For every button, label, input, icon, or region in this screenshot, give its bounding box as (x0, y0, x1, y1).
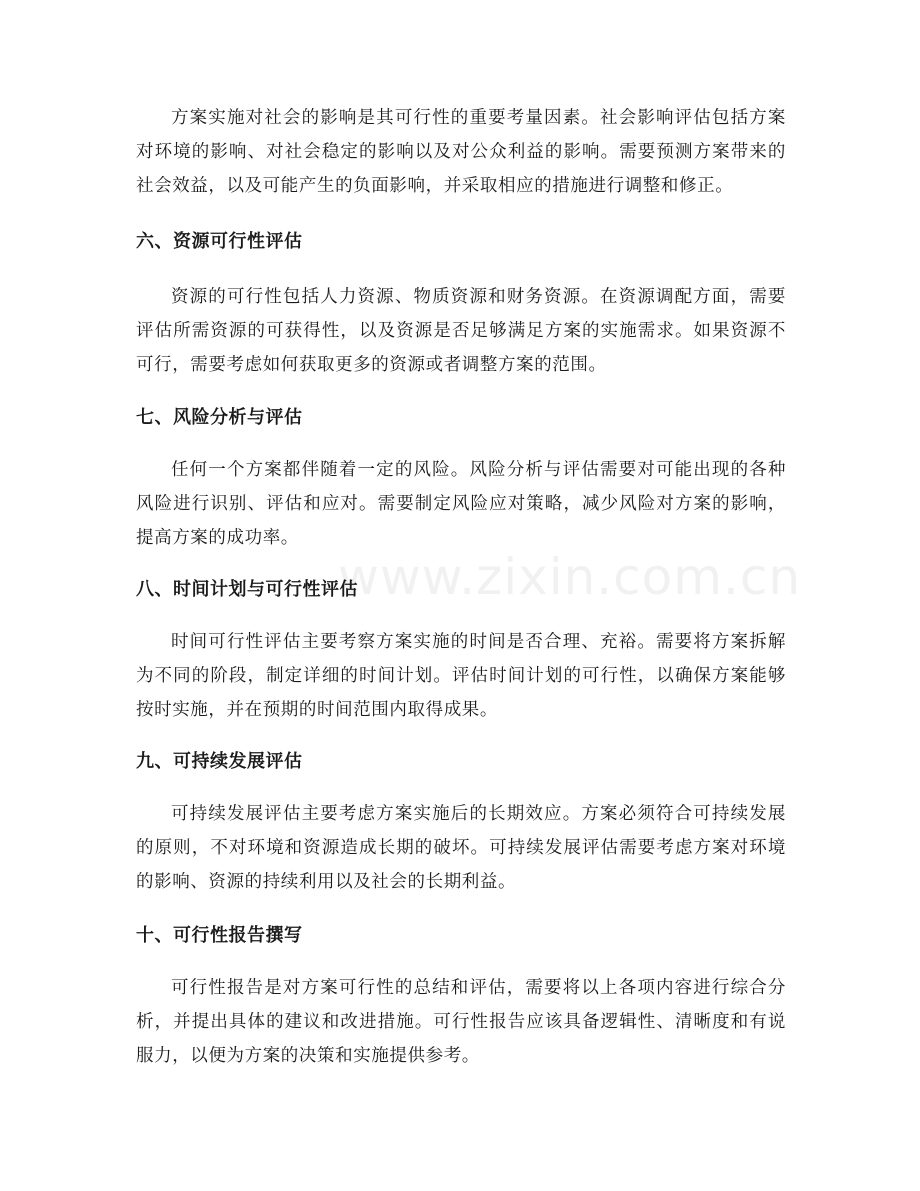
paragraph-sustainability: 可持续发展评估主要考虑方案实施后的长期效应。方案必须符合可持续发展的原则，不对环境和资源造成长期的破坏。可持续发展评估需要考虑方案对环境的影响、资源的持续利用以及社会的长期利益。 (136, 804, 786, 892)
paragraph-feasibility-report: 可行性报告是对方案可行性的总结和评估，需要将以上各项内容进行综合分析，并提出具体的建议和改进措施。可行性报告应该具备逻辑性、清晰度和有说服力，以便为方案的决策和实施提供参考。 (136, 978, 786, 1066)
heading-sustainability: 九、可持续发展评估 (136, 751, 303, 772)
heading-time-plan: 八、时间计划与可行性评估 (136, 579, 358, 600)
paragraph-time-plan: 时间可行性评估主要考察方案实施的时间是否合理、充裕。需要将方案拆解为不同的阶段，制定详细的时间计划。评估时间计划的可行性，以确保方案能够按时实施，并在预期的时间范围内取得成果。 (136, 632, 786, 720)
heading-resource-feasibility: 六、资源可行性评估 (136, 231, 303, 252)
paragraph-risk-analysis: 任何一个方案都伴随着一定的风险。风险分析与评估需要对可能出现的各种风险进行识别、评估和应对。需要制定风险应对策略，减少风险对方案的影响，提高方案的成功率。 (136, 460, 786, 548)
paragraph-resource-feasibility: 资源的可行性包括人力资源、物质资源和财务资源。在资源调配方面，需要评估所需资源的可获得性，以及资源是否足够满足方案的实施需求。如果资源不可行，需要考虑如何获取更多的资源或者调整方案的范围。 (136, 287, 786, 375)
paragraph-social-impact: 方案实施对社会的影响是其可行性的重要考量因素。社会影响评估包括方案对环境的影响、对社会稳定的影响以及对公众利益的影响。需要预测方案带来的社会效益，以及可能产生的负面影响，并采取相应的措施进行调整和修正。 (136, 108, 786, 196)
heading-risk-analysis: 七、风险分析与评估 (136, 407, 303, 428)
heading-feasibility-report: 十、可行性报告撰写 (136, 925, 303, 946)
watermark: www.zixin.com.cn (338, 548, 802, 606)
